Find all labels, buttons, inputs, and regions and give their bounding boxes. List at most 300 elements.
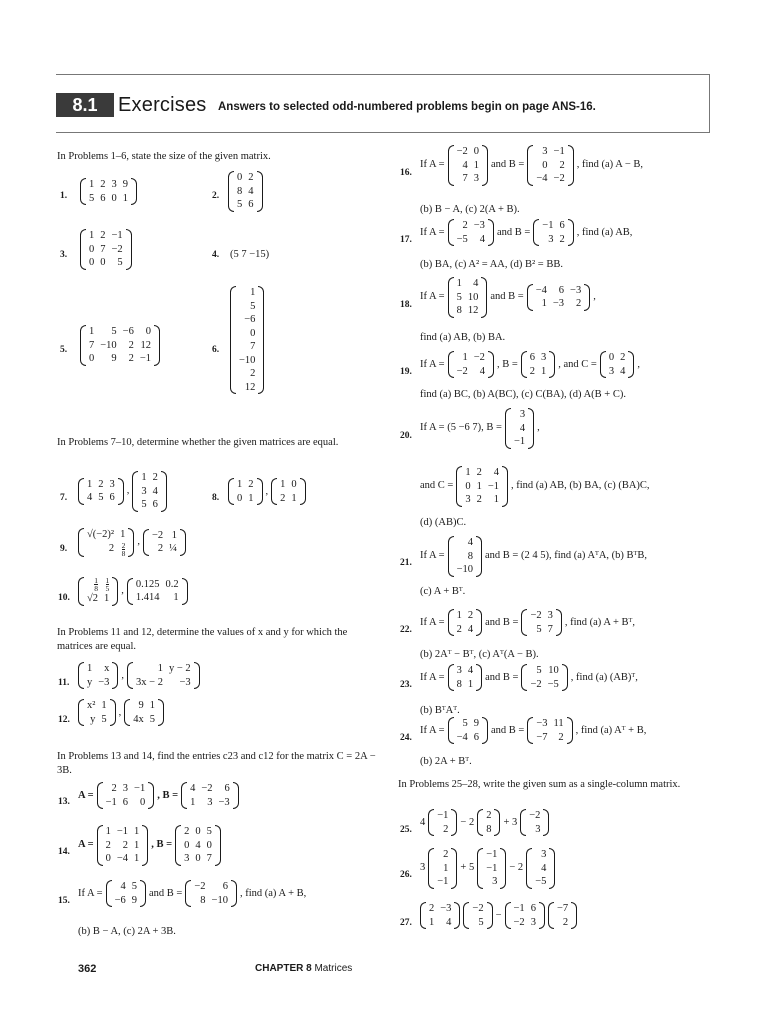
matrix-entry: 5 xyxy=(98,492,104,504)
problem-number: 9. xyxy=(60,544,68,554)
matrix xyxy=(80,229,132,270)
matrix-entry: 5 xyxy=(462,718,468,729)
problem-number: 12. xyxy=(58,715,70,725)
matrix-entry: 6 xyxy=(152,499,158,510)
matrix-entry: 3 xyxy=(530,916,536,928)
matrix-entry: 2 xyxy=(575,298,582,310)
matrix-entry: −6 xyxy=(114,894,126,906)
problem-number: 26. xyxy=(400,870,412,880)
matrix xyxy=(124,699,164,726)
matrix-entry: −3 xyxy=(473,220,485,231)
problem-number: 5. xyxy=(60,345,68,355)
matrix-entry: 3 xyxy=(465,494,471,505)
answers-note: Answers to selected odd-numbered problems begin on page ANS-16. xyxy=(218,101,596,113)
matrix-entry: 2 xyxy=(128,339,134,351)
problem-number: 17. xyxy=(400,235,412,245)
matrix-entry: 2 xyxy=(248,172,254,183)
chapter-title: Matrices xyxy=(314,963,353,974)
matrix-entry: 12 xyxy=(244,381,256,393)
matrix-entry: 0 xyxy=(105,853,111,864)
matrix xyxy=(463,902,492,929)
matrix-entry: ¼ xyxy=(169,543,177,555)
matrix-entry: 5 xyxy=(111,326,117,337)
matrix-entry: 2 xyxy=(280,492,286,504)
matrix-entry: 3 xyxy=(473,173,480,184)
matrix-entry: 2 xyxy=(157,543,164,555)
matrix-entry: 1 xyxy=(134,826,140,837)
matrix-entry: 6 xyxy=(530,903,536,914)
matrix xyxy=(228,171,263,212)
matrix-entry: −3 xyxy=(98,676,110,688)
matrix-entry: −5 xyxy=(535,876,547,887)
matrix-entry: 8 xyxy=(486,823,492,835)
matrix-entry: 2 xyxy=(558,731,564,743)
instructions-7-10: In Problems 7–10, determine whether the given matrices are equal. xyxy=(57,437,339,448)
matrix-entry: 1 xyxy=(141,472,147,483)
matrix xyxy=(97,782,155,809)
matrix-entry: 8 xyxy=(237,185,243,197)
matrix-entry: 0 xyxy=(100,257,106,268)
matrix xyxy=(175,825,221,866)
matrix-entry: −1 xyxy=(513,436,526,447)
matrix xyxy=(521,609,561,636)
problem-1 xyxy=(80,178,137,205)
problem-9: √(−2)² 1 2 $\frac{2}{8}$ , −2 1 2 ¼ xyxy=(78,528,186,557)
matrix-entry: 1 xyxy=(429,916,435,928)
matrix-entry: 0 xyxy=(139,796,146,808)
matrix-entry: 6 xyxy=(473,731,480,743)
matrix xyxy=(477,809,500,836)
problem-22-line2: (b) 2Aᵀ − Bᵀ, (c) Aᵀ(A − B). xyxy=(420,649,539,660)
matrix-entry: −4 xyxy=(535,284,547,296)
matrix xyxy=(456,466,508,507)
matrix-entry: −3 xyxy=(218,796,230,808)
matrix-entry: −1 xyxy=(486,849,498,860)
matrix-entry: −1 xyxy=(437,876,449,887)
matrix-entry: 3 xyxy=(141,485,147,497)
matrix xyxy=(526,848,555,889)
matrix-entry: 9 xyxy=(138,700,144,711)
matrix-entry: 1 xyxy=(541,298,547,310)
matrix-entry: 5 xyxy=(536,623,542,635)
instructions-11-12: In Problems 11 and 12, determine the values of x and y for which the matrices are equal. xyxy=(57,627,348,652)
matrix-entry: 2 xyxy=(98,478,104,490)
matrix-entry: 4 xyxy=(473,278,479,289)
matrix-entry: −10 xyxy=(100,339,117,351)
matrix xyxy=(420,902,460,929)
matrix-entry: 2 xyxy=(476,467,482,478)
matrix-entry: −5 xyxy=(547,678,559,690)
matrix-entry: 1 xyxy=(87,478,93,490)
matrix xyxy=(127,578,188,605)
matrix-entry: −6 xyxy=(244,314,256,325)
matrix-entry: −3 xyxy=(179,676,191,688)
matrix-entry: x xyxy=(104,663,110,674)
matrix-entry: 0.2 xyxy=(165,578,179,590)
matrix-entry: 2 xyxy=(529,365,535,377)
matrix-entry: 4 xyxy=(467,623,474,635)
matrix-entry: 4 xyxy=(87,492,93,504)
matrix-entry: 9 xyxy=(122,179,128,190)
problem-21-line2: (c) A + Bᵀ. xyxy=(420,586,466,597)
matrix-entry: 7 xyxy=(462,173,468,184)
matrix-entry: 4 xyxy=(620,365,626,377)
matrix-entry: 0 xyxy=(237,172,243,183)
matrix xyxy=(80,178,137,205)
problem-13: A = 2 3 −1 −1 6 0 , B = 4 −2 6 1 3 −3 xyxy=(78,782,239,809)
problem-number: 6. xyxy=(212,345,220,355)
matrix-entry: 2 xyxy=(486,810,492,821)
matrix-entry: 4 xyxy=(467,537,474,548)
matrix-entry: 3 xyxy=(519,409,526,420)
matrix-entry: 10 xyxy=(548,665,559,676)
matrix-entry: 6 xyxy=(558,284,565,296)
matrix-entry: 6 xyxy=(100,192,106,204)
matrix-entry: 5 xyxy=(141,499,147,510)
matrix-entry: 4 xyxy=(519,422,526,434)
matrix-entry: −2 xyxy=(456,146,468,157)
matrix-entry: 6 xyxy=(109,492,115,504)
problem-number: 22. xyxy=(400,625,412,635)
matrix-entry: −1 xyxy=(105,796,117,808)
matrix-entry: 2 xyxy=(467,610,474,621)
matrix-entry: y − 2 xyxy=(168,663,191,674)
matrix-entry: 1 xyxy=(467,678,474,690)
matrix-entry: 2 xyxy=(100,230,106,241)
matrix-entry: 1 xyxy=(493,494,500,505)
instructions-13-14: In Problems 13 and 14, find the entries c23 and c12 for the matrix C = 2A − 3B. xyxy=(57,751,376,776)
matrix-entry: 12 xyxy=(467,305,479,316)
matrix-entry: 8 xyxy=(467,550,474,562)
matrix-entry: 8 xyxy=(456,305,462,316)
problem-number: 3. xyxy=(60,250,68,260)
matrix-entry: −2 xyxy=(473,352,485,363)
matrix-entry: −1 xyxy=(486,862,498,874)
problem-number: 1. xyxy=(60,191,68,201)
matrix-entry: 6 xyxy=(222,881,228,892)
matrix-entry: 4 xyxy=(248,185,254,197)
matrix xyxy=(78,662,118,689)
matrix-entry: x² xyxy=(87,700,96,711)
matrix-entry: 1 xyxy=(476,480,482,492)
matrix-entry: 0 xyxy=(145,326,152,337)
matrix xyxy=(448,145,488,186)
matrix xyxy=(271,478,306,505)
problem-number: 13. xyxy=(58,797,70,807)
matrix-entry: 6 xyxy=(224,783,230,794)
problem-number: 15. xyxy=(58,896,70,906)
matrix-entry: −7 xyxy=(536,731,548,743)
matrix-entry: 2 xyxy=(443,823,449,835)
problem-8: 1 2 0 1 , 1 0 2 1 xyxy=(228,478,306,505)
matrix xyxy=(78,478,124,505)
matrix-entry: 12 xyxy=(140,339,152,351)
matrix-entry: 1 xyxy=(171,529,177,541)
matrix-entry: 1 xyxy=(456,610,462,621)
matrix xyxy=(78,699,116,726)
matrix-entry: 4 xyxy=(446,916,452,928)
matrix-entry: 2 xyxy=(184,826,190,837)
problem-10: $\frac{1}{8}$ $\frac{1}{5}$ √2 1 , 0.125 0.2 1.414 1 xyxy=(78,577,188,606)
matrix-entry: 3 xyxy=(492,876,498,887)
matrix-entry: −10 xyxy=(211,894,228,906)
chapter-label: CHAPTER 8 xyxy=(255,963,312,974)
matrix-entry: 3 xyxy=(608,365,615,377)
matrix-entry: 7 xyxy=(250,341,256,352)
matrix-entry: 3 xyxy=(184,853,190,864)
problem-16-line2: (b) B − A, (c) 2(A + B). xyxy=(420,204,520,215)
matrix-entry: 3x − 2 xyxy=(136,676,163,688)
problem-20-line2: and C = 1 2 4 0 1 −1 3 2 1 , find (a) AB, (b) BA, (c) (BA)C, xyxy=(420,467,650,505)
problem-4-row-vector: (5 7 −15) xyxy=(230,249,270,260)
matrix-entry: 3 xyxy=(111,179,117,190)
problem-number: 16. xyxy=(400,168,412,178)
problem-number: 8. xyxy=(212,493,220,503)
matrix-entry: 4 xyxy=(493,467,500,478)
matrix-entry: 5 xyxy=(250,300,256,312)
matrix-entry: 2 xyxy=(152,472,158,483)
matrix-entry: 10 xyxy=(467,291,479,303)
problem-number: 20. xyxy=(400,431,412,441)
matrix xyxy=(97,825,149,866)
problem-number: 27. xyxy=(400,918,412,928)
matrix-entry: 5 xyxy=(117,257,123,268)
matrix xyxy=(477,848,506,889)
problem-number: 4. xyxy=(212,250,220,260)
matrix-entry: 5 xyxy=(478,916,484,928)
matrix-entry: 1 xyxy=(473,159,480,171)
matrix-entry: 4 xyxy=(467,665,474,676)
matrix-entry: 1 xyxy=(280,479,286,490)
matrix-entry: −3 xyxy=(570,284,582,296)
problem-25: 4 −1 2 − 2 2 8 + 3 −2 3 xyxy=(420,809,549,836)
matrix-entry: 1 xyxy=(541,365,547,377)
matrix-entry: −1 xyxy=(111,230,123,241)
matrix xyxy=(600,351,635,378)
matrix xyxy=(228,478,263,505)
matrix xyxy=(230,286,264,394)
matrix-entry: 2 xyxy=(462,220,468,231)
matrix-entry: 1 xyxy=(250,287,256,298)
problem-17: If A = 2 −3 −5 4 and B = −1 6 3 2 , find (a) AB, xyxy=(420,220,633,245)
problem-6 xyxy=(230,286,264,394)
problem-5 xyxy=(80,325,160,366)
problem-23-line2: (b) BᵀAᵀ. xyxy=(420,705,460,716)
matrix xyxy=(448,277,488,318)
problem-number: 11. xyxy=(58,678,70,688)
problem-14: A = 1 −1 1 2 2 1 0 −4 1 , B = 2 0 5 0 4 0 3 0 7 xyxy=(78,825,221,866)
problem-number: 19. xyxy=(400,367,412,377)
matrix-entry: 3 xyxy=(207,796,213,808)
matrix-entry: 1 xyxy=(149,700,156,711)
matrix-entry: 3 xyxy=(109,478,115,490)
matrix-entry: 3 xyxy=(541,849,547,860)
matrix-entry: 1 xyxy=(237,479,243,490)
matrix-entry: 4 xyxy=(152,485,158,497)
problem-21: If A = 4 8 −10 and B = (2 4 5), find (a) AᵀA, (b) BᵀB, xyxy=(420,537,647,575)
matrix xyxy=(448,351,494,378)
matrix-entry: 1.414 xyxy=(135,592,160,604)
matrix-entry: 0 xyxy=(473,146,480,157)
matrix-entry: −2 xyxy=(530,610,542,621)
matrix-entry: 7 xyxy=(547,623,553,635)
matrix-entry: 2 xyxy=(105,839,111,851)
matrix-entry: 9 xyxy=(473,718,480,729)
matrix-entry: 4 xyxy=(462,159,468,171)
problem-16: If A = −2 0 4 1 7 3 and B = 3 −1 0 2 −4 −2 , find (a) A − B, xyxy=(420,146,643,184)
matrix-entry: 2 xyxy=(476,494,482,505)
problem-12: x² 1 y 5 , 9 1 4x 5 xyxy=(78,699,164,726)
matrix xyxy=(106,880,146,907)
matrix-entry: −10 xyxy=(456,564,474,575)
matrix-entry: 5 xyxy=(536,665,542,676)
matrix-entry: −1 xyxy=(134,783,146,794)
problem-20-line3: (d) (AB)C. xyxy=(420,517,467,528)
matrix-entry: 0 xyxy=(250,327,256,339)
matrix-entry: 9 xyxy=(131,894,138,906)
matrix-entry: 1 xyxy=(173,592,179,604)
matrix xyxy=(533,219,573,246)
matrix-entry: 2 xyxy=(562,916,569,928)
matrix-entry: 3 xyxy=(456,665,462,676)
matrix xyxy=(520,809,549,836)
matrix-entry: −6 xyxy=(122,326,134,337)
problem-number: 14. xyxy=(58,847,70,857)
matrix-entry: 6 xyxy=(559,220,565,231)
matrix-entry: −10 xyxy=(239,354,256,366)
page-number: 362 xyxy=(78,963,97,975)
matrix-entry: 1 xyxy=(462,352,468,363)
matrix-entry: −2 xyxy=(194,881,206,892)
matrix-entry: 8 xyxy=(200,894,206,906)
matrix-entry: 1 xyxy=(456,278,462,289)
matrix-entry: 1 xyxy=(190,796,196,808)
matrix-entry: −1 xyxy=(487,480,500,492)
problem-19: If A = 1 −2 −2 4 , B = 6 3 2 1 , and C = 0 2 3 4 , xyxy=(420,352,640,377)
matrix xyxy=(527,284,591,311)
matrix-entry: −2 xyxy=(530,678,542,690)
matrix xyxy=(521,351,556,378)
matrix-entry: 6 xyxy=(248,199,254,210)
problem-number: 21. xyxy=(400,558,412,568)
matrix-entry: 1 xyxy=(134,853,140,864)
problem-15: If A = 4 5 −6 9 and B = −2 6 8 −10 , find (a) A + B, xyxy=(78,881,307,906)
matrix-entry: 1 xyxy=(89,230,95,241)
matrix-entry: 0 xyxy=(465,480,471,492)
matrix-entry: 2 xyxy=(620,352,626,363)
matrix-entry: −1 xyxy=(116,826,129,837)
matrix-entry: 5 xyxy=(131,881,138,892)
matrix-entry: −3 xyxy=(536,718,548,729)
problem-24-line2: (b) 2A + Bᵀ. xyxy=(420,756,472,767)
instructions-1-6: In Problems 1–6, state the size of the given matrix. xyxy=(57,151,271,162)
instructions-25-28: In Problems 25–28, write the given sum as a single-column matrix. xyxy=(398,779,681,790)
section-number-badge: 8.1 xyxy=(56,93,114,117)
matrix-entry: −5 xyxy=(456,233,468,245)
matrix-entry: 1 xyxy=(89,179,95,190)
problem-24: If A = 5 9 −4 6 and B = −3 11 −7 2 , find (a) Aᵀ + B, xyxy=(420,718,647,743)
matrix-entry: 7 xyxy=(89,339,95,351)
matrix-entry: 5 xyxy=(456,291,462,303)
matrix-entry: 1 xyxy=(465,467,471,478)
matrix xyxy=(505,408,534,449)
matrix-entry: 0 xyxy=(608,352,615,363)
matrix-entry: −2 xyxy=(456,365,468,377)
matrix-entry: 0 xyxy=(195,853,201,864)
matrix-entry: 4 xyxy=(479,233,485,245)
problem-number: 23. xyxy=(400,680,412,690)
problem-26: 3 2 1 −1 + 5 −1 −1 3 − 2 3 4 −5 xyxy=(420,848,555,889)
matrix xyxy=(127,662,200,689)
matrix-entry: 2 xyxy=(559,233,565,245)
problem-18: If A = 1 4 5 10 8 12 and B = −4 6 −3 1 −3 2 , xyxy=(420,278,596,316)
problem-number: 2. xyxy=(212,191,220,201)
matrix-entry: 5 xyxy=(149,713,156,725)
problem-22: If A = 1 2 2 4 and B = −2 3 5 7 , find (a) A + Bᵀ, xyxy=(420,610,635,635)
matrix-entry: 2 xyxy=(248,479,254,490)
matrix-entry: −2 xyxy=(201,783,213,794)
matrix-entry: 3 xyxy=(547,610,553,621)
matrix-entry: 2 xyxy=(429,903,435,914)
matrix-entry: 6 xyxy=(529,352,535,363)
matrix-entry: 3 xyxy=(535,823,541,835)
matrix xyxy=(80,325,160,366)
matrix-entry: 2 xyxy=(456,623,462,635)
matrix xyxy=(527,717,572,744)
matrix-entry: −2 xyxy=(513,916,525,928)
matrix-entry: 2 xyxy=(128,353,134,364)
matrix-10a: $\frac{1}{8}$ $\frac{1}{5}$ √2 1 xyxy=(78,577,118,606)
matrix-entry: 1 xyxy=(122,192,128,204)
matrix-entry: −7 xyxy=(556,903,569,914)
problem-number: 18. xyxy=(400,300,412,310)
matrix xyxy=(428,848,457,889)
matrix-entry: 1 xyxy=(248,492,254,504)
matrix-entry: y xyxy=(87,676,93,688)
matrix xyxy=(428,809,457,836)
matrix-entry: 7 xyxy=(100,243,106,255)
matrix-entry: 0 xyxy=(89,353,95,364)
matrix-entry: −3 xyxy=(440,903,452,914)
problem-23: If A = 3 4 8 1 and B = 5 10 −2 −5 , find (a) (AB)ᵀ, xyxy=(420,665,638,690)
matrix xyxy=(448,219,494,246)
problem-7: 1 2 3 4 5 6 , 1 2 3 4 5 6 xyxy=(78,471,167,512)
matrix-entry: 6 xyxy=(122,796,129,808)
matrix-entry: 5 xyxy=(206,826,212,837)
matrix-entry: 1 xyxy=(101,700,107,711)
matrix-entry: 3 xyxy=(548,233,554,245)
matrix-entry: 4 xyxy=(190,783,196,794)
matrix-entry: 2 xyxy=(100,179,106,190)
matrix-entry: 0 xyxy=(184,839,190,851)
matrix-entry: 1 xyxy=(89,326,95,337)
matrix-entry: 0 xyxy=(195,826,201,837)
problem-19-line2: find (a) BC, (b) A(BC), (c) C(BA), (d) A(B + C). xyxy=(420,389,626,400)
matrix-entry: 2 xyxy=(250,368,256,379)
matrix-entry: −4 xyxy=(456,731,468,743)
matrix-entry: −2 xyxy=(151,529,164,541)
problem-2 xyxy=(228,171,263,212)
matrix-entry: 4x xyxy=(133,713,144,725)
problem-number: 24. xyxy=(400,733,412,743)
problem-20: If A = (5 −6 7), B = 3 4 −1 , xyxy=(420,409,540,447)
matrix-entry: 4 xyxy=(195,839,201,851)
matrix-entry: −2 xyxy=(553,173,565,184)
matrix-entry: 4 xyxy=(120,881,126,892)
problem-3 xyxy=(80,229,132,270)
matrix-entry: 8 xyxy=(456,678,462,690)
matrix-entry: 5 xyxy=(101,713,107,725)
